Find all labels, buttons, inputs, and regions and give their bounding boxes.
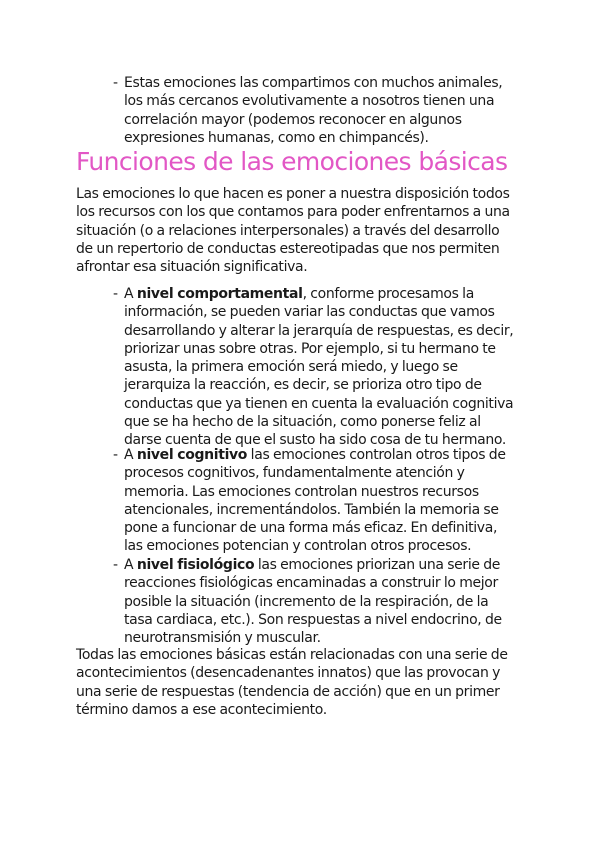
paragraph-1: [76, 185, 510, 276]
bullet-cognitivo: [124, 446, 506, 556]
text-line: priorizar unas sobre otras. Por ejemplo, si tu hermano te: [124, 340, 496, 357]
text-line: Todas las emociones básicas están relacionadas con una serie de: [76, 647, 508, 663]
text-line: de un repertorio de conductas estereotipadas que nos permiten: [76, 240, 500, 257]
bullet-keyword: nivel comportamental: [136, 286, 303, 302]
text-line: posible la situación (incremento de la respiración, de la: [124, 593, 489, 610]
text-line: que se ha hecho de la situación, como ponerse feliz al: [124, 414, 481, 431]
bullet-marker: -: [113, 75, 119, 91]
text-line: acontecimientos (desencadenantes innatos) que las provocan y: [76, 665, 501, 682]
bullet-first-line: [124, 285, 513, 303]
bullet-prefix: A: [124, 286, 137, 302]
bullet-prefix: A: [124, 447, 137, 463]
text-line: término damos a ese acontecimiento.: [76, 701, 327, 718]
text-line: afrontar esa situación significativa.: [76, 259, 308, 276]
bullet-keyword: nivel cognitivo: [136, 447, 248, 463]
section-title: Funciones de las emociones básicas: [76, 147, 508, 176]
text-line: expresiones humanas, como en chimpancés).: [124, 129, 429, 146]
text-line: los más cercanos evolutivamente a nosotros tienen una: [124, 93, 495, 110]
text-line: darse cuenta de que el susto ha sido cosa de tu hermano.: [124, 432, 506, 449]
text-line: Estas emociones las compartimos con muchos animales,: [124, 75, 503, 91]
text-line: desarrollando y alterar la jerarquía de respuestas, es decir,: [124, 322, 514, 339]
text-line: conductas que ya tienen en cuenta la evaluación cognitiva: [124, 395, 514, 412]
bullet-fisiologico: [124, 556, 502, 647]
text-line: una serie de respuestas (tendencia de acción) que en un primer: [76, 683, 500, 700]
paragraph-2: [76, 646, 508, 719]
text-line: correlación mayor (podemos reconocer en algunos: [124, 111, 462, 128]
text-line: las emociones potencian y controlan otros procesos.: [124, 538, 472, 555]
bullet-first-rest: las emociones priorizan una serie de: [254, 557, 501, 573]
bullet-prefix: A: [124, 557, 137, 573]
text-line: Las emociones lo que hacen es poner a nuestra disposición todos: [76, 186, 510, 202]
intro-bullet-text: [124, 74, 502, 147]
bullet-marker: -: [113, 286, 119, 302]
text-line: neurotransmisión y muscular.: [124, 630, 321, 647]
bullet-marker: -: [113, 557, 119, 573]
bullet-keyword: nivel fisiológico: [136, 557, 255, 573]
text-line: pone a funcionar de una forma más eficaz. En definitiva,: [124, 520, 498, 537]
text-line: jerarquiza la reacción, es decir, se prioriza otro tipo de: [124, 377, 482, 394]
text-line: procesos cognitivos, fundamentalmente atención y: [124, 465, 465, 482]
bullet-first-rest: las emociones controlan otros tipos de: [247, 447, 506, 463]
text-line: tasa cardiaca, etc.). Son respuestas a nivel endocrino, de: [124, 611, 502, 628]
bullet-first-line: [124, 556, 502, 574]
text-line: información, se pueden variar las conductas que vamos: [124, 304, 495, 321]
bullet-comportamental: [124, 285, 513, 450]
text-line: los recursos con los que contamos para poder enfrentarnos a una: [76, 204, 510, 221]
text-line: atencionales, incrementándolos. También la memoria se: [124, 501, 499, 518]
bullet-first-line: [124, 446, 506, 464]
bullet-first-rest: , conforme procesamos la: [302, 286, 474, 302]
text-line: reacciones fisiológicas encaminadas a construir lo mejor: [124, 575, 498, 592]
text-line: situación (o a relaciones interpersonales) a través del desarrollo: [76, 222, 500, 239]
bullet-marker: -: [113, 447, 119, 463]
text-line: memoria. Las emociones controlan nuestros recursos: [124, 483, 479, 500]
text-line: asusta, la primera emoción será miedo, y luego se: [124, 359, 458, 376]
